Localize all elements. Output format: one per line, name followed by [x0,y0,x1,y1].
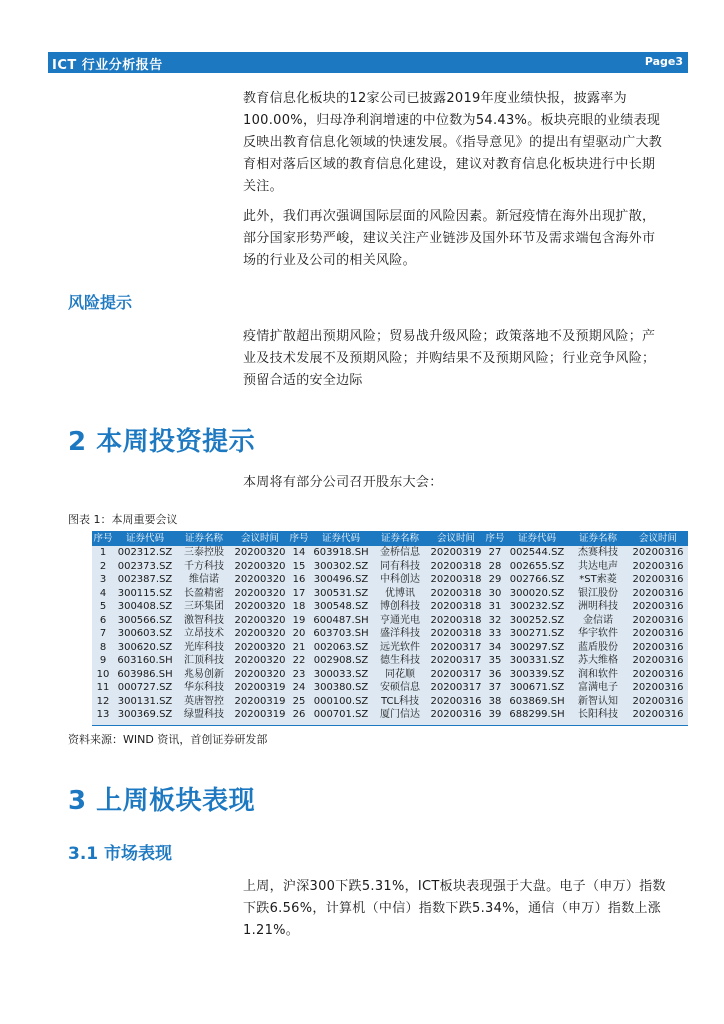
table-cell: 三泰控股 [184,547,224,558]
table-cell: 300033.SZ [313,668,369,680]
risk-text: 疫情扩散超出预期风险；贸易战升级风险；政策落地不及预期风险；产业及技术发展不及预期风险；并购结果不及预期风险；行业竞争风险；预留合适的安全边际 [243,329,656,388]
table-cell: 002387.SZ [117,574,173,585]
table-cell: 300232.SZ [509,601,565,612]
table-cell: 3 [99,574,107,585]
table-cell: 20200319 [234,695,286,707]
table-cell: 长阳科技 [578,709,618,720]
table-cell: 优博讯 [385,587,415,599]
table-header-row [92,532,688,546]
table-cell: 20200316 [632,709,684,720]
table-cell: 同有科技 [380,560,420,572]
table-cell: 603703.SH [313,628,369,639]
table-cell: 300271.SZ [509,628,565,639]
column-header: 会议时间 [628,532,688,546]
table-cell: 20200319 [430,547,482,558]
table-cell: 26 [292,709,306,720]
table-cell: 36 [488,668,502,680]
table-body [92,546,688,722]
table-cell: 20200320 [234,587,286,599]
table-row [92,668,688,682]
table-cell: 20200318 [430,587,482,599]
column-header: 序号 [93,533,113,544]
table-cell: 24 [292,682,306,693]
table-cell: 14 [292,547,306,558]
table-cell: 37 [488,682,502,693]
table-cell: 39 [488,709,502,720]
international-risk-paragraph: 此外，我们再次强调国际层面的风险因素。新冠疫情在海外出现扩散，部分国家形势严峻，建议关注产业链涉及国外环节及需求端包含海外市场的行业及公司的相关风险。 [243,209,656,268]
table-cell: 远光软件 [380,641,420,653]
column-header: 证券名称 [568,532,628,546]
column-header: 序号 [289,533,309,544]
table-cell: 300603.SZ [117,628,173,639]
table-cell: 盛洋科技 [380,628,420,639]
table-cell: 300331.SZ [509,655,565,666]
table-cell: 洲明科技 [578,601,618,612]
table-cell: 11 [96,682,110,693]
table-cell: 20200320 [234,574,286,585]
table-cell: 共达电声 [578,560,618,572]
table-cell: 002766.SZ [509,574,565,585]
table-cell: 亨通光电 [380,614,420,626]
table-cell: 33 [488,628,502,639]
table-cell: 杰赛科技 [578,547,618,558]
table-cell: 300548.SZ [313,601,369,612]
table-cell: 20200316 [632,587,684,599]
table-cell: 20200316 [632,628,684,639]
table-cell: 绿盟科技 [184,709,224,720]
table-cell: 000727.SZ [117,682,173,693]
column-header: 证券名称 [372,532,428,546]
table-cell: 激智科技 [184,614,224,626]
column-header: 会议时间 [232,532,288,546]
table-cell: 002373.SZ [117,560,173,572]
table-cell: 20200318 [430,614,482,626]
table-cell: 21 [292,641,306,653]
table-cell: 20200316 [632,560,684,572]
table-cell: 300620.SZ [117,641,173,653]
table-cell: 汇顶科技 [184,655,224,666]
table-cell: 长盈精密 [184,587,224,599]
table-cell: 20200320 [234,601,286,612]
table-cell: 20200316 [430,709,482,720]
table-row [92,587,688,601]
market-performance-text: 上周，沪深300下跌5.31%，ICT板块表现强于大盘。电子（申万）指数下跌6.56%，计算机（中信）指数下跌5.34%，通信（申万）指数上涨1.21%。 [243,879,666,938]
column-header: 证券代码 [114,532,176,546]
table-cell: 10 [96,668,110,680]
table-row [92,546,688,560]
table-cell: 厦门信达 [380,709,420,720]
table-row [92,641,688,655]
table-row [92,681,688,695]
table-cell: 光库科技 [184,641,224,653]
risk-heading: 风险提示 [68,293,133,312]
table-cell: 博创科技 [380,601,420,612]
table-cell: 德生科技 [380,655,420,666]
table-cell: 23 [292,668,306,680]
table-cell: 20200316 [632,547,684,558]
figure-caption: 图表 1：本周重要会议 [68,513,178,526]
table-cell: 千方科技 [184,560,224,572]
table-cell: 002063.SZ [313,641,369,653]
table-cell: 立昂技术 [184,628,224,639]
table-cell: 18 [292,601,306,612]
table-row [92,654,688,668]
table-cell: 35 [488,655,502,666]
table-cell: 002908.SZ [313,655,369,666]
table-cell: 31 [488,601,502,612]
table-cell: 20200318 [430,560,482,572]
table-cell: 34 [488,641,502,653]
table-cell: 20200316 [632,695,684,707]
table-cell: 000100.SZ [313,695,369,707]
table-cell: 英唐智控 [184,695,224,707]
table-cell: 20200316 [632,655,684,666]
table-row [92,614,688,628]
table-cell: 新智认知 [578,695,618,707]
section-3-heading: 3 上周板块表现 [68,786,256,816]
table-cell: 13 [96,709,110,720]
column-header: 证券名称 [176,532,232,546]
table-cell: 20200317 [430,655,482,666]
table-cell: 9 [99,655,107,666]
table-cell: 300671.SZ [509,682,565,693]
page-number: Page3 [644,55,683,68]
section-3-1-heading: 3.1 市场表现 [68,844,173,864]
table-cell: 002655.SZ [509,560,565,572]
table-cell: 20200316 [632,574,684,585]
table-cell: 27 [488,547,502,558]
table-cell: 20200318 [430,601,482,612]
table-cell: 19 [292,614,306,626]
table-cell: 华宇软件 [578,628,618,639]
table-cell: 润和软件 [578,668,618,680]
table-cell: 苏大维格 [578,655,618,666]
table-cell: 20200316 [430,695,482,707]
table-cell: 1 [99,547,107,558]
table-cell: 22 [292,655,306,666]
table-cell: 20200316 [632,668,684,680]
table-cell: 300115.SZ [117,587,173,599]
table-cell: TCL科技 [380,695,420,707]
table-cell: 20200320 [234,668,286,680]
table-cell: 20200320 [234,560,286,572]
table-cell: 300531.SZ [313,587,369,599]
table-cell: 15 [292,560,306,572]
table-cell: 华东科技 [184,682,224,693]
table-cell: 20200316 [632,641,684,653]
table-cell: 32 [488,614,502,626]
table-cell: 20200316 [632,614,684,626]
table-cell: 38 [488,695,502,707]
table-cell: 603869.SH [509,695,565,707]
column-header: 序号 [485,533,505,544]
table-cell: 300297.SZ [509,641,565,653]
table-cell: 29 [488,574,502,585]
table-cell: 维信诺 [189,574,219,585]
table-cell: 中科创达 [380,574,420,585]
table-cell: 20200320 [234,655,286,666]
table-cell: 603918.SH [313,547,369,558]
table-row [92,695,688,709]
report-title: ICT 行业分析报告 [52,58,163,73]
table-cell: 兆易创新 [184,668,224,680]
table-cell: 同花顺 [385,668,415,680]
table-cell: 002544.SZ [509,547,565,558]
table-cell: 三环集团 [184,601,224,612]
table-cell: 2 [99,560,107,572]
table-cell: 金信诺 [583,614,613,626]
table-cell: 8 [99,641,107,653]
table-cell: 20200317 [430,668,482,680]
table-row [92,708,688,722]
education-paragraph: 教育信息化板块的12家公司已披露2019年度业绩快报，披露率为100.00%，归母净利润增速的中位数为54.43%。板块亮眼的业绩表现反映出教育信息化领域的快速发展。《指导意见》的提出有望驱动广大教育相对落后区域的教育信息化建设，建议对教育信息化板块进行中长期关注。 [243,91,663,194]
table-cell: 20200318 [430,628,482,639]
table-cell: 300252.SZ [509,614,565,626]
table-cell: 002312.SZ [117,547,173,558]
table-row [92,627,688,641]
section-2-heading: 2 本周投资提示 [68,427,256,457]
column-header: 证券代码 [506,532,568,546]
table-cell: 20200318 [430,574,482,585]
table-cell: 300408.SZ [117,601,173,612]
table-cell: 金桥信息 [380,547,420,558]
table-cell: 20200319 [234,709,286,720]
table-cell: 28 [488,560,502,572]
table-cell: 富满电子 [578,682,618,693]
table-row [92,560,688,574]
table-cell: 300020.SZ [509,587,565,599]
table-cell: 20200316 [632,601,684,612]
table-cell: 000701.SZ [313,709,369,720]
table-cell: 20200320 [234,547,286,558]
table-cell: 300566.SZ [117,614,173,626]
table-cell: *ST索菱 [579,574,617,585]
table-cell: 20200320 [234,628,286,639]
table-cell: 603986.SH [117,668,173,680]
table-cell: 5 [99,601,107,612]
table-cell: 12 [96,695,110,707]
table-cell: 300496.SZ [313,574,369,585]
table-cell: 25 [292,695,306,707]
table-cell: 银江股份 [578,587,618,599]
column-header: 证券代码 [310,532,372,546]
table-row [92,600,688,614]
table-cell: 300302.SZ [313,560,369,572]
meeting-table-container [92,531,688,726]
table-cell: 20200317 [430,682,482,693]
section-2-intro: 本周将有部分公司召开股东大会： [243,475,443,490]
table-cell: 300339.SZ [509,668,565,680]
table-cell: 30 [488,587,502,599]
table-cell: 20 [292,628,306,639]
table-cell: 603160.SH [117,655,173,666]
column-header: 会议时间 [428,532,484,546]
table-cell: 20200320 [234,614,286,626]
table-cell: 300131.SZ [117,695,173,707]
table-cell: 300369.SZ [117,709,173,720]
table-cell: 7 [99,628,107,639]
report-header-bar [48,52,688,73]
table-cell: 600487.SH [313,614,369,626]
table-cell: 6 [99,614,107,626]
table-row [92,573,688,587]
table-cell: 20200319 [234,682,286,693]
table-cell: 蓝盾股份 [578,641,618,653]
table-cell: 17 [292,587,306,599]
table-cell: 688299.SH [509,709,565,720]
table-cell: 16 [292,574,306,585]
table-cell: 20200320 [234,641,286,653]
table-cell: 300380.SZ [313,682,369,693]
meeting-table [92,532,688,722]
figure-source: 资料来源：WIND 资讯，首创证券研发部 [68,733,268,746]
table-cell: 安硕信息 [380,682,420,693]
table-cell: 20200316 [632,682,684,693]
table-cell: 20200317 [430,641,482,653]
table-cell: 4 [99,587,107,599]
